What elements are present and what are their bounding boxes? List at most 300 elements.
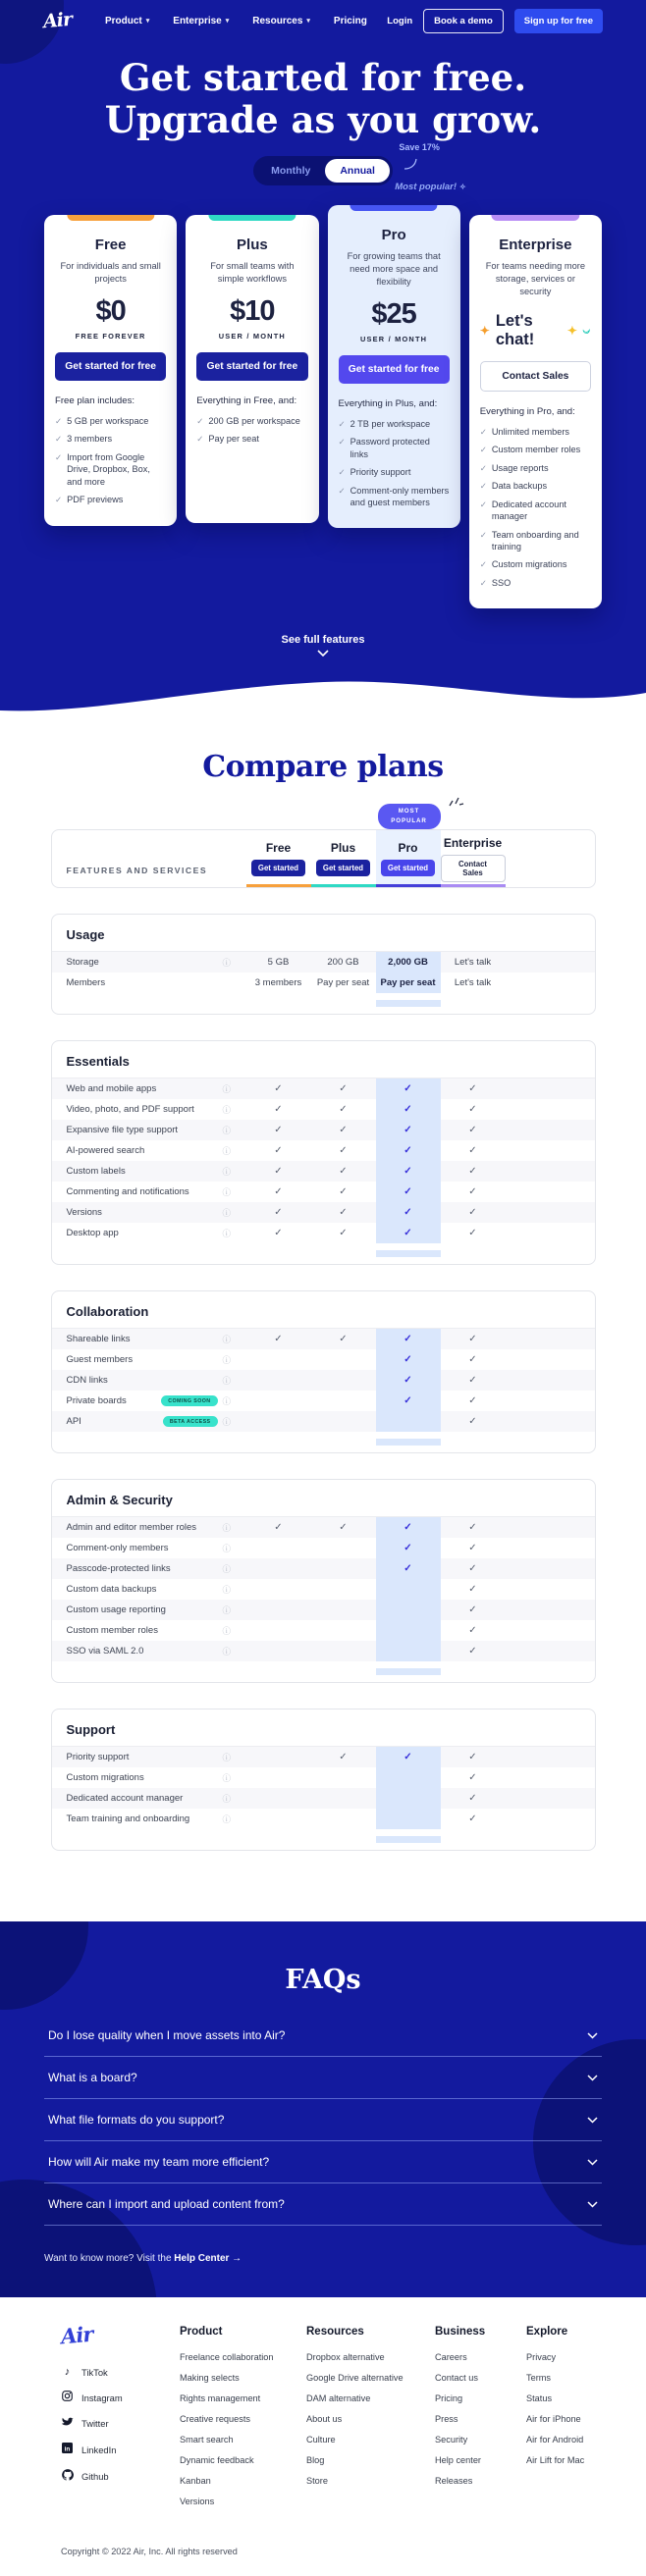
plan-feature-item <box>196 415 307 427</box>
faq-question-row[interactable] <box>44 2141 602 2183</box>
info-icon[interactable]: ⓘ <box>222 957 232 968</box>
footer-strip-cell <box>441 1250 506 1257</box>
plan-feature-item <box>196 433 307 445</box>
table-row <box>52 1747 595 1767</box>
table-row <box>52 1140 595 1161</box>
compare-section-rows <box>52 1747 595 1850</box>
footer-link[interactable]: Making selects <box>180 2373 240 2384</box>
feature-value-cell <box>376 1538 441 1558</box>
billing-monthly-option[interactable]: Monthly <box>271 164 311 177</box>
feature-label: Custom migrations <box>66 1772 144 1784</box>
social-link-label: Instagram <box>81 2392 123 2403</box>
feature-label: Versions <box>66 1207 102 1219</box>
compare-section-title: Essentials <box>52 1041 595 1078</box>
chevron-down-icon[interactable] <box>317 650 329 657</box>
feature-value-cell <box>246 1099 311 1120</box>
feature-label: Dedicated account manager <box>66 1793 184 1805</box>
feature-value-cell <box>376 1182 441 1202</box>
plan-price <box>480 312 591 349</box>
feature-value-cell <box>311 1078 376 1099</box>
compare-column-plus <box>311 830 376 887</box>
save-badge: Save 17% <box>399 141 440 152</box>
highlight-footer-strip <box>52 1829 595 1850</box>
check-icon: ✓ <box>196 434 204 445</box>
plan-feature-list <box>480 426 591 590</box>
pricing-hero-section <box>0 0 646 670</box>
plan-accent-underline <box>376 884 441 887</box>
compare-cta-button[interactable]: Get started <box>251 860 305 876</box>
compare-table <box>51 798 596 1851</box>
footer-link[interactable]: Google Drive alternative <box>306 2373 404 2384</box>
feature-value-cell <box>311 1161 376 1182</box>
check-icon: ✓ <box>274 1186 283 1198</box>
check-icon: ✓ <box>468 1625 477 1637</box>
feature-label-cell <box>52 1329 223 1349</box>
feature-value-cell <box>376 1391 441 1411</box>
feature-label-cell <box>52 1099 223 1120</box>
check-icon: ✓ <box>274 1145 283 1157</box>
feature-value-cell <box>376 1370 441 1391</box>
check-icon: ✓ <box>339 1752 348 1763</box>
footer-link[interactable]: Security <box>435 2435 468 2445</box>
plan-tagline: For growing teams that need more space and flexibility <box>347 250 441 287</box>
feature-value-cell: Let's talk <box>454 957 492 969</box>
social-link-label: Github <box>81 2471 109 2483</box>
pricing-cards <box>44 181 602 609</box>
plan-cta-button[interactable]: Get started for free <box>55 352 166 381</box>
check-icon: ✓ <box>404 1207 412 1219</box>
table-row <box>52 1788 595 1809</box>
feature-value-cell <box>246 1747 311 1767</box>
feature-value-cell <box>311 1202 376 1223</box>
info-icon[interactable]: ⓘ <box>222 1416 232 1427</box>
social-link-label: LinkedIn <box>81 2444 117 2455</box>
faq-question-row[interactable] <box>44 2015 602 2057</box>
plan-feature-text: Priority support <box>350 467 411 478</box>
faq-question-row[interactable] <box>44 2057 602 2099</box>
footer-strip-cell <box>311 1000 376 1007</box>
feature-value-cell <box>441 1767 506 1788</box>
nav-item-label: Product <box>104 15 142 26</box>
info-icon[interactable]: ⓘ <box>222 1814 232 1824</box>
feature-value-cell <box>376 1579 441 1600</box>
feature-value-cell <box>376 1641 441 1661</box>
check-icon: ✓ <box>468 1395 477 1407</box>
compare-column-name: Pro <box>398 841 418 856</box>
check-icon: ✓ <box>468 1522 477 1534</box>
footer-link[interactable]: Air for Android <box>526 2435 584 2445</box>
feature-label-cell <box>52 1517 223 1538</box>
feature-label-cell <box>52 1600 223 1620</box>
faq-list <box>44 2015 602 2226</box>
feature-value-cell <box>311 1120 376 1140</box>
check-icon: ✓ <box>468 1125 477 1136</box>
plan-price-caption: FREE FOREVER <box>75 331 146 341</box>
nav-item-pricing[interactable] <box>334 16 367 26</box>
feature-value-cell <box>376 1411 441 1432</box>
info-icon[interactable]: ⓘ <box>222 1522 232 1533</box>
table-row <box>52 1538 595 1558</box>
footer-link[interactable]: Smart search <box>180 2435 234 2445</box>
table-row <box>52 1120 595 1140</box>
plan-card-enterprise <box>469 215 602 609</box>
feature-value-cell <box>441 1223 506 1243</box>
nav-item-label: Enterprise <box>173 15 222 26</box>
footer-link[interactable]: Privacy <box>526 2352 557 2363</box>
faq-question-text: How will Air make my team more efficient? <box>48 2155 270 2170</box>
feature-value-cell <box>441 1788 506 1809</box>
check-icon: ✓ <box>404 1104 412 1116</box>
chevron-down-icon: ▾ <box>306 18 310 25</box>
features-services-label: FEATURES AND SERVICES <box>66 866 208 876</box>
table-row <box>52 952 595 973</box>
info-icon[interactable]: ⓘ <box>222 1584 232 1595</box>
book-demo-button[interactable]: Book a demo <box>423 9 504 33</box>
feature-label-cell <box>52 1078 223 1099</box>
plan-feature-item <box>55 433 166 445</box>
plan-name: Pro <box>381 226 406 243</box>
billing-toggle-track <box>253 156 393 185</box>
plan-feature-list <box>196 415 307 446</box>
footer-column-resources <box>306 2323 435 2517</box>
feature-label-cell <box>52 1747 223 1767</box>
feature-label: SSO via SAML 2.0 <box>66 1646 144 1657</box>
plan-feature-item <box>480 558 591 570</box>
hero-title <box>0 57 646 141</box>
feature-value-cell <box>311 1579 376 1600</box>
plan-feature-item <box>339 418 450 430</box>
info-icon[interactable]: ⓘ <box>222 1166 232 1177</box>
check-icon: ✓ <box>404 1334 412 1345</box>
compare-column-name: Free <box>265 841 292 856</box>
footer-link[interactable]: Air Lift for Mac <box>526 2455 585 2466</box>
check-icon: ✓ <box>404 1375 412 1387</box>
footer-link[interactable]: Careers <box>435 2352 467 2363</box>
feature-value-cell <box>311 1349 376 1370</box>
check-icon: ✓ <box>479 426 487 437</box>
feature-value-cell <box>376 1329 441 1349</box>
billing-toggle <box>253 141 440 185</box>
footer-strip-cell <box>246 1668 311 1675</box>
social-link-instagram[interactable] <box>61 2391 180 2404</box>
plan-accent-bar <box>492 215 579 221</box>
nav-item-product[interactable] <box>105 16 149 26</box>
plan-feature-text: 3 members <box>67 434 113 445</box>
chevron-down-icon[interactable] <box>587 2201 598 2208</box>
feature-value-cell <box>246 1538 311 1558</box>
linkedin-icon <box>61 2443 74 2456</box>
info-icon[interactable]: ⓘ <box>222 1752 232 1762</box>
plan-cta-button[interactable]: Get started for free <box>196 352 307 381</box>
chevron-down-icon[interactable] <box>587 2032 598 2039</box>
feature-value-cell <box>311 1558 376 1579</box>
social-link-twitter[interactable] <box>61 2417 180 2430</box>
feature-value-cell <box>311 1767 376 1788</box>
chevron-down-icon: ▾ <box>145 18 150 25</box>
check-icon: ✓ <box>404 1083 412 1095</box>
check-icon: ✓ <box>468 1814 477 1825</box>
faq-question-row[interactable] <box>44 2099 602 2141</box>
feature-label: Admin and editor member roles <box>66 1522 197 1534</box>
check-icon: ✓ <box>468 1083 477 1095</box>
feature-value-cell <box>311 1411 376 1432</box>
footer-strip-cell <box>246 1836 311 1843</box>
air-logo-footer[interactable]: Air <box>59 2321 94 2349</box>
feature-label-cell <box>52 1349 223 1370</box>
check-icon: ✓ <box>468 1166 477 1178</box>
feature-label-cell <box>52 1370 223 1391</box>
compare-column-pro <box>376 830 441 887</box>
compare-cta-button[interactable]: Get started <box>316 860 370 876</box>
social-link-tiktok[interactable] <box>61 2367 180 2378</box>
info-icon[interactable]: ⓘ <box>222 1772 232 1783</box>
check-icon: ✓ <box>55 451 63 462</box>
plan-feature-item <box>339 466 450 478</box>
compare-cta-button[interactable]: Get started <box>381 860 435 876</box>
footer-link[interactable]: Press <box>435 2414 458 2425</box>
plan-accent-underline <box>311 884 376 887</box>
compare-header-row <box>51 829 596 888</box>
check-icon: ✓ <box>468 1186 477 1198</box>
check-icon: ✓ <box>338 418 346 429</box>
table-row <box>52 1223 595 1243</box>
compare-section-rows <box>52 1517 595 1682</box>
feature-label-cell <box>52 1223 223 1243</box>
check-icon: ✓ <box>468 1334 477 1345</box>
plan-name: Enterprise <box>499 236 572 253</box>
footer-link[interactable]: Culture <box>306 2435 336 2445</box>
footer-link[interactable]: Pricing <box>435 2393 463 2404</box>
info-icon[interactable]: ⓘ <box>222 1646 232 1656</box>
feature-value-cell <box>376 1600 441 1620</box>
check-icon: ✓ <box>339 1104 348 1116</box>
info-icon[interactable]: ⓘ <box>222 1563 232 1574</box>
footer-strip-cell <box>246 1439 311 1446</box>
social-link-label: TikTok <box>81 2367 108 2379</box>
footer-link[interactable]: Rights management <box>180 2393 261 2404</box>
check-icon: ✓ <box>468 1563 477 1575</box>
feature-value-cell <box>246 1120 311 1140</box>
feature-value-cell <box>441 1600 506 1620</box>
plan-feature-item <box>480 426 591 438</box>
feature-label: Expansive file type support <box>66 1125 179 1136</box>
plan-feature-text: Unlimited members <box>491 426 570 437</box>
info-icon[interactable]: ⓘ <box>222 1125 232 1135</box>
info-icon[interactable]: ⓘ <box>222 1145 232 1156</box>
feature-value-cell <box>376 1202 441 1223</box>
info-icon[interactable]: ⓘ <box>222 1334 232 1344</box>
feature-value-cell <box>311 1182 376 1202</box>
info-icon[interactable]: ⓘ <box>222 1625 232 1636</box>
plan-feature-item <box>339 485 450 509</box>
check-icon: ✓ <box>55 495 63 505</box>
footer-link[interactable]: Freelance collaboration <box>180 2352 274 2363</box>
feature-label: Custom labels <box>66 1166 126 1178</box>
table-row <box>52 1391 595 1411</box>
footer-link[interactable]: Air for iPhone <box>526 2414 581 2425</box>
footer-link[interactable]: About us <box>306 2414 343 2425</box>
feature-value-cell <box>246 1140 311 1161</box>
footer-link[interactable]: Releases <box>435 2476 473 2487</box>
footer-link[interactable]: Kanban <box>180 2476 211 2487</box>
faq-title: FAQs <box>285 1965 361 1996</box>
signup-button[interactable]: Sign up for free <box>514 9 603 33</box>
check-icon: ✓ <box>274 1104 283 1116</box>
check-icon: ✓ <box>468 1354 477 1366</box>
most-popular-badge: MOST POPULAR <box>378 804 441 828</box>
feature-value-cell <box>246 1620 311 1641</box>
plan-list-intro: Everything in Pro, and: <box>479 405 575 417</box>
feature-value-cell <box>246 1641 311 1661</box>
faq-question-row[interactable] <box>44 2183 602 2226</box>
feature-label: Web and mobile apps <box>66 1083 157 1095</box>
check-icon: ✓ <box>479 445 487 455</box>
info-icon[interactable]: ⓘ <box>222 1793 232 1804</box>
feature-value-cell <box>376 1099 441 1120</box>
see-full-features-link[interactable]: See full features <box>281 634 365 647</box>
plan-accent-bar <box>67 215 154 221</box>
info-icon[interactable]: ⓘ <box>222 1207 232 1218</box>
plan-tagline: For individuals and small projects <box>60 260 161 284</box>
check-icon: ✓ <box>404 1395 412 1407</box>
check-icon: ✓ <box>404 1125 412 1136</box>
footer-link[interactable]: DAM alternative <box>306 2393 371 2404</box>
info-icon[interactable]: ⓘ <box>222 1354 232 1365</box>
footer-link[interactable]: Contact us <box>435 2373 478 2384</box>
table-row <box>52 1182 595 1202</box>
billing-annual-option[interactable]: Annual <box>325 159 390 183</box>
feature-value-cell <box>246 1579 311 1600</box>
table-row <box>52 1600 595 1620</box>
help-center-link[interactable]: Help Center → <box>174 2253 242 2265</box>
instagram-icon <box>61 2391 74 2404</box>
footer-strip-cell <box>311 1439 376 1446</box>
info-icon[interactable]: ⓘ <box>222 1083 232 1094</box>
compare-column-free <box>246 830 311 887</box>
feature-label: Desktop app <box>66 1228 119 1239</box>
plan-feature-text: 2 TB per workspace <box>350 418 431 429</box>
feature-value-cell <box>376 1558 441 1579</box>
feature-value-cell <box>311 1391 376 1411</box>
chevron-down-icon[interactable] <box>587 2075 598 2081</box>
footer-link[interactable]: Versions <box>180 2497 215 2507</box>
plan-feature-item <box>339 436 450 460</box>
social-link-label: Twitter <box>81 2418 109 2430</box>
footer-strip-cell <box>311 1668 376 1675</box>
info-icon[interactable]: ⓘ <box>222 1395 232 1406</box>
plan-list-intro: Free plan includes: <box>55 394 135 406</box>
info-icon[interactable]: ⓘ <box>222 1604 232 1615</box>
plan-name: Free <box>94 236 127 253</box>
info-icon[interactable]: ⓘ <box>222 1543 232 1553</box>
footer-strip-cell <box>376 1668 441 1675</box>
feature-label: Passcode-protected links <box>66 1563 171 1575</box>
check-icon: ✓ <box>338 437 346 447</box>
feature-label: Storage <box>66 957 99 969</box>
info-icon[interactable]: ⓘ <box>222 1186 232 1197</box>
feature-value-cell <box>246 1349 311 1370</box>
footer-link[interactable]: Blog <box>306 2455 325 2466</box>
compare-section-title: Support <box>52 1709 595 1747</box>
check-icon: ✓ <box>404 1354 412 1366</box>
feature-label-cell <box>52 1558 223 1579</box>
feature-value-cell <box>376 1349 441 1370</box>
air-logo[interactable]: Air <box>42 8 73 33</box>
plan-price: $10 <box>230 294 275 327</box>
footer-column-business <box>435 2323 526 2517</box>
feature-label-cell <box>52 1641 223 1661</box>
footer-link[interactable]: Dropbox alternative <box>306 2352 385 2363</box>
plan-cta-button[interactable]: Contact Sales <box>480 361 591 392</box>
nav-item-resources[interactable] <box>252 16 310 26</box>
feature-value-cell <box>376 1620 441 1641</box>
compare-cta-button[interactable]: Contact Sales <box>441 855 506 882</box>
footer-link[interactable]: Dynamic feedback <box>180 2455 254 2466</box>
footer-strip-cell <box>311 1250 376 1257</box>
feature-label: AI-powered search <box>66 1145 145 1157</box>
plan-feature-text: PDF previews <box>67 495 124 505</box>
table-row <box>52 1558 595 1579</box>
sparkle-icon: ✧ <box>459 182 466 191</box>
check-icon: ✓ <box>404 1145 412 1157</box>
footer-link[interactable]: Creative requests <box>180 2414 251 2425</box>
compare-section-title: Admin & Security <box>52 1480 595 1517</box>
footer-link[interactable]: Help center <box>435 2455 481 2466</box>
check-icon: ✓ <box>55 415 63 426</box>
plan-cta-button[interactable]: Get started for free <box>339 355 450 384</box>
nav-item-enterprise[interactable] <box>173 16 229 26</box>
info-icon[interactable]: ⓘ <box>222 1104 232 1115</box>
plan-feature-item <box>55 451 166 488</box>
feature-value-cell <box>246 1767 311 1788</box>
feature-label-cell <box>52 1161 223 1182</box>
check-icon: ✓ <box>404 1563 412 1575</box>
feature-value-cell <box>376 1747 441 1767</box>
chevron-down-icon[interactable] <box>587 2117 598 2124</box>
footer-link[interactable]: Status <box>526 2393 553 2404</box>
compare-section-rows <box>52 1329 595 1452</box>
check-icon: ✓ <box>468 1145 477 1157</box>
footer-link[interactable]: Store <box>306 2476 328 2487</box>
feature-label-cell <box>52 1391 223 1411</box>
table-row <box>52 1579 595 1600</box>
info-icon[interactable]: ⓘ <box>222 1228 232 1238</box>
plan-feature-item <box>480 577 591 589</box>
check-icon: ✓ <box>404 1166 412 1178</box>
chevron-down-icon[interactable] <box>587 2159 598 2166</box>
feature-value-cell <box>311 1329 376 1349</box>
feature-label: CDN links <box>66 1375 108 1387</box>
table-row <box>52 1641 595 1661</box>
footer-link[interactable]: Terms <box>526 2373 552 2384</box>
feature-value-cell <box>246 1788 311 1809</box>
check-icon: ✓ <box>404 1752 412 1763</box>
hero-title-line1: Get started for free. <box>119 56 527 99</box>
compare-section-usage <box>51 914 596 1015</box>
feature-value-cell <box>441 1538 506 1558</box>
footer-strip-cell <box>246 1000 311 1007</box>
login-link[interactable]: Login <box>387 15 413 26</box>
social-link-linkedin[interactable] <box>61 2443 180 2456</box>
sparkle-icon: ✦ <box>479 323 490 338</box>
plan-feature-item <box>55 494 166 505</box>
compare-section-essentials <box>51 1040 596 1265</box>
feature-label-cell <box>52 952 223 973</box>
feature-label: Guest members <box>66 1354 134 1366</box>
check-icon: ✓ <box>274 1125 283 1136</box>
social-link-github[interactable] <box>61 2469 180 2484</box>
info-icon[interactable]: ⓘ <box>222 1375 232 1386</box>
